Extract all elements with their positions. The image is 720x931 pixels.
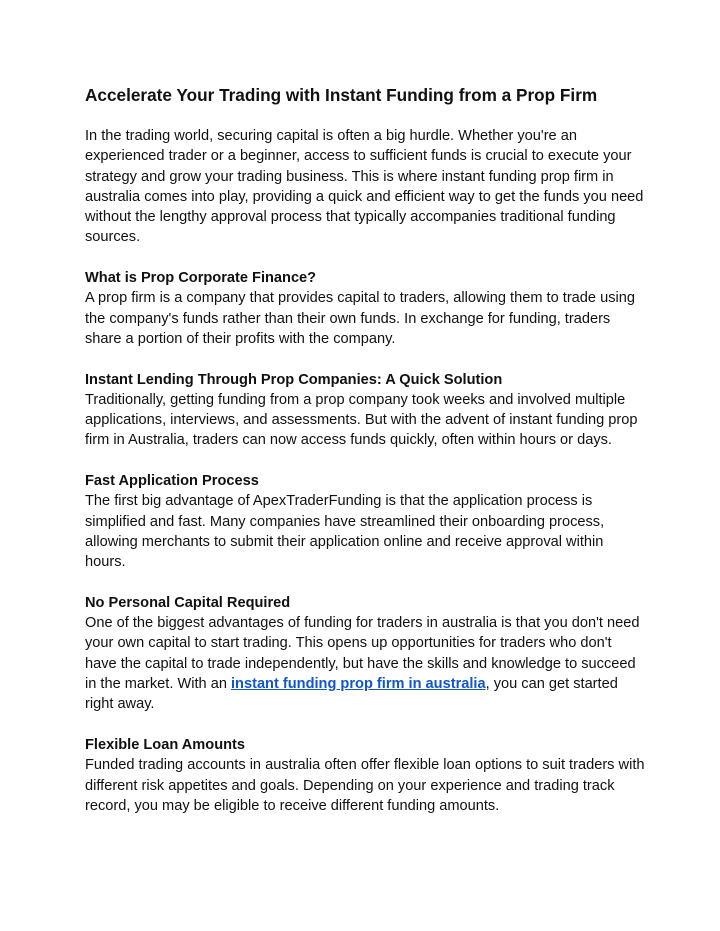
section-no-personal-capital xyxy=(85,593,645,715)
section-heading: No Personal Capital Required xyxy=(85,594,291,611)
instant-funding-link[interactable]: instant funding prop firm in australia xyxy=(231,676,486,693)
section-heading: Instant Lending Through Prop Companies: A Quick Solution xyxy=(85,371,503,388)
section-flexible-loan-amounts xyxy=(85,735,645,816)
body-text-after-link: , you can get started right away. xyxy=(85,676,618,713)
section-body: The first big advantage of ApexTraderFunding is that the application process is simplified and fast. Many companies have streamlined their onboarding process, allowing merchants to submit their application online and receive approval within hours. xyxy=(85,493,605,571)
page-title: Accelerate Your Trading with Instant Funding from a Prop Firm xyxy=(85,85,598,105)
section-heading: Flexible Loan Amounts xyxy=(85,736,246,753)
section-body: Funded trading accounts in australia often offer flexible loan options to suit traders with different risk appetites and goals. Depending on your experience and trading track record, you may be eligible to receive different funding amounts. xyxy=(85,757,645,814)
section-fast-application xyxy=(85,471,645,572)
intro-paragraph: In the trading world, securing capital is often a big hurdle. Whether you're an experienced trader or a beginner, access to sufficient funds is crucial to execute your strategy and grow your trading business. This is where instant funding prop firm in australia comes into play, providing a quick and efficient way to get the funds you need without the lengthy approval process that typically accompanies traditional funding sources. xyxy=(85,128,644,246)
section-body: Traditionally, getting funding from a prop company took weeks and involved multiple applications, interviews, and assessments. But with the advent of instant funding prop firm in Australia, traders can now access funds quickly, often within hours or days. xyxy=(85,391,638,449)
section-body: A prop firm is a company that provides capital to traders, allowing them to trade using the company's funds rather than their own funds. In exchange for funding, traders share a portion of their profits with the company. xyxy=(85,290,635,347)
body-text-before-link: One of the biggest advantages of funding for traders in australia is that you don't need your own capital to start trading. This opens up opportunities for traders who don't have the capital to trade independently, but have the skills and knowledge to succeed in the market. With an xyxy=(85,615,640,693)
section-body xyxy=(85,613,645,714)
section-heading: Fast Application Process xyxy=(85,473,259,490)
document-page xyxy=(85,83,645,836)
section-prop-corporate-finance xyxy=(85,268,645,349)
section-heading: What is Prop Corporate Finance? xyxy=(85,270,317,287)
section-instant-lending xyxy=(85,370,645,451)
